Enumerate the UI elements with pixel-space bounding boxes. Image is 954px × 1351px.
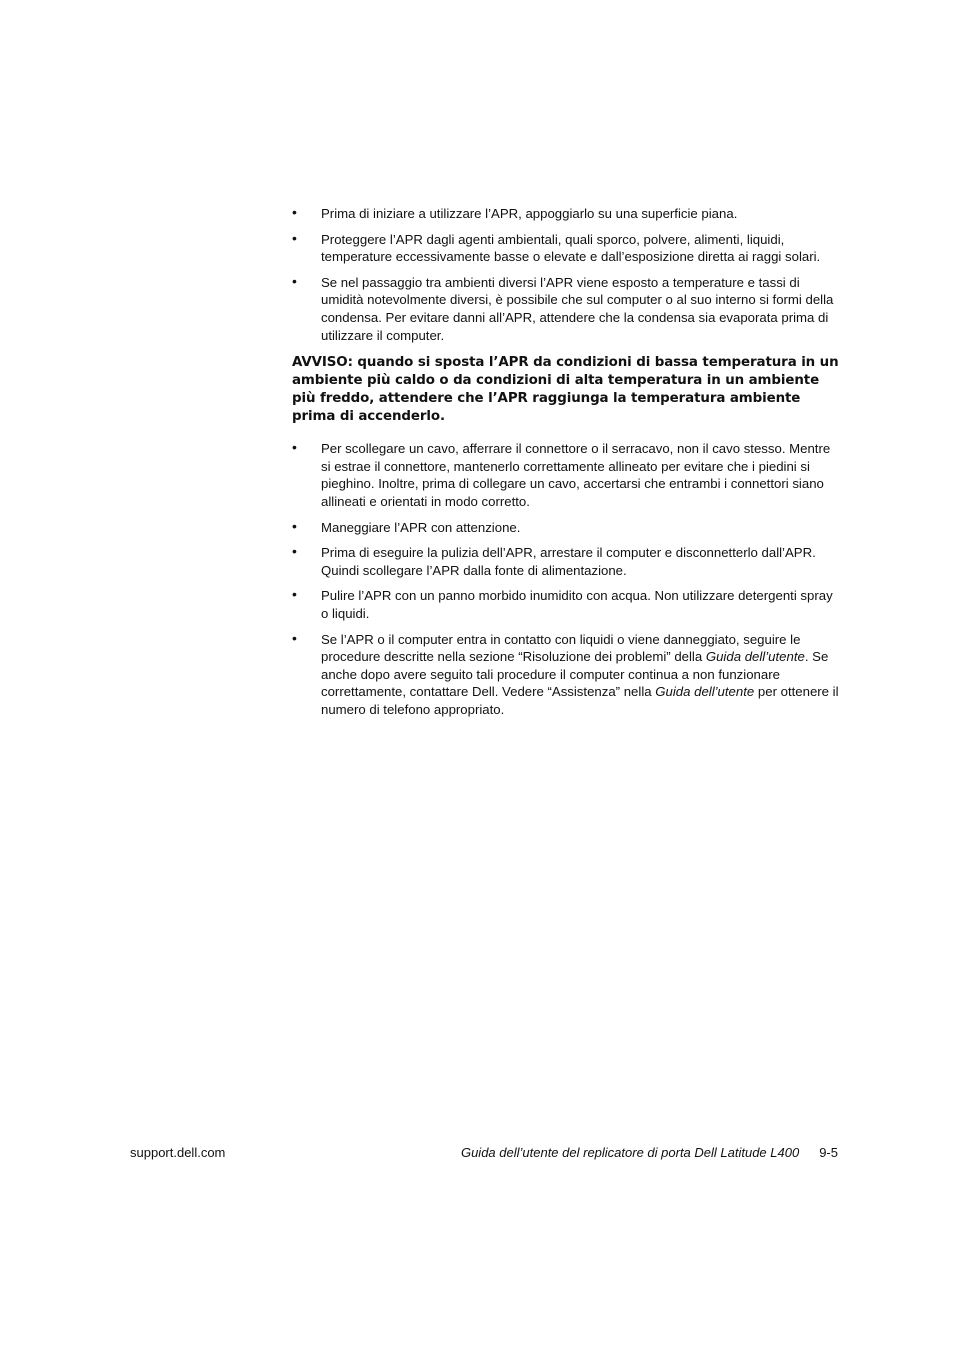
- footer-website: support.dell.com: [130, 1145, 226, 1160]
- list-item-text: Per scollegare un cavo, afferrare il connettore o il serracavo, non il cavo stesso. Mentre si estrae il connettore, mantenerlo correttamente allineato per evitare che i piedini si pieghino. Inoltre, prima di collegare un cavo, accertarsi che entrambi i connettori siano allineati e orientati in modo corretto.: [321, 441, 831, 509]
- guide-reference: Guida dell’utente: [655, 684, 755, 700]
- list-item-text: Se nel passaggio tra ambienti diversi l’APR viene esposto a temperature e tassi di umidità notevolmente diversi, è possibile che sul computer o al suo interno si formi della condensa. Per evitare danni all’APR, attendere che la condensa sia evaporata prima di utilizzare il computer.: [321, 274, 834, 343]
- list-item-text: Prima di eseguire la pulizia dell’APR, arrestare il computer e disconnetterlo dall’APR. Quindi scollegare l’APR dalla fonte di alimentazione.: [321, 545, 816, 578]
- list-item: [292, 231, 840, 266]
- bullet-icon: •: [292, 439, 297, 456]
- list-item: [292, 544, 840, 579]
- footer-title: Guida dell’utente del replicatore di porta Dell Latitude L400: [460, 1145, 800, 1160]
- list-item-text: Maneggiare l’APR con attenzione.: [321, 519, 521, 535]
- bullet-icon: •: [292, 272, 297, 289]
- guide-reference: Guida dell’utente: [705, 649, 805, 665]
- bullet-icon: •: [292, 586, 297, 603]
- footer-running-title: [461, 1145, 838, 1160]
- list-item-text: Proteggere l’APR dagli agenti ambientali, quali sporco, polvere, alimenti, liquidi, temperature eccessivamente basse o elevate e dall’esposizione diretta ai raggi solari.: [321, 231, 821, 265]
- notice-paragraph: AVVISO: quando si sposta l’APR da condizioni di bassa temperatura in un ambiente più caldo o da condizioni di alta temperatura in un ambiente più freddo, attendere che l’APR raggiunga la temperatura ambiente prima di accenderlo.: [292, 355, 839, 425]
- page-number: 9-5: [819, 1145, 838, 1160]
- list-item-text: Pulire l’APR con un panno morbido inumidito con acqua. Non utilizzare detergenti spray o liquidi.: [321, 588, 833, 621]
- page-content: [292, 205, 840, 726]
- bullet-icon: •: [292, 543, 297, 560]
- bullet-icon: •: [292, 229, 297, 246]
- text-run: . Se anche dopo avere seguito tali procedure il computer continua a non funzionare correttamente, contattare Dell. Vedere “Assistenza” nella: [321, 649, 829, 700]
- list-item-text: Prima di iniziare a utilizzare l’APR, appoggiarlo su una superficie piana.: [321, 206, 738, 221]
- list-item: [292, 205, 840, 223]
- bullet-icon: •: [292, 204, 297, 220]
- list-item: [292, 440, 840, 510]
- list-item-text: [321, 631, 840, 719]
- text-run: Se l’APR o il computer entra in contatto con liquidi o viene danneggiato, seguire le procedure descritte nella sezione “Risoluzione dei problemi” della: [321, 631, 801, 665]
- precautions-list-top: [292, 205, 840, 344]
- bullet-icon: •: [292, 629, 297, 646]
- text-run: per ottenere il numero di telefono appropriato.: [321, 684, 839, 717]
- precautions-list-bottom: [292, 440, 840, 718]
- list-item: [292, 519, 840, 537]
- list-item: [292, 274, 840, 344]
- list-item: [292, 587, 840, 622]
- bullet-icon: •: [292, 517, 297, 534]
- list-item: [292, 631, 840, 719]
